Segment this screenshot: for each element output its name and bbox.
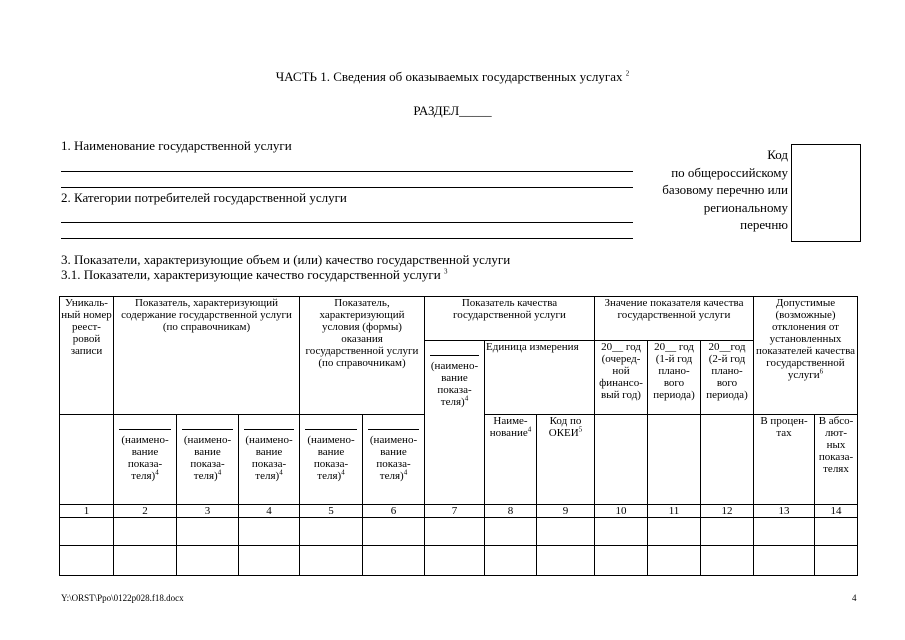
header-unit-code (537, 415, 595, 505)
table-cell[interactable] (595, 518, 648, 546)
header-deviation-note: 6 (819, 367, 824, 376)
header-sub-name-4-note: 4 (279, 468, 283, 477)
col-number: 11 (648, 505, 701, 518)
code-label-line: Код (767, 147, 788, 162)
header-quality-name (425, 341, 485, 505)
page-number: 4 (852, 593, 857, 603)
header-unit-name-text: Наиме-нование (489, 415, 528, 439)
header-sub-name-6-note: 4 (403, 468, 408, 477)
header-year-current: 20__ год (очеред-ной финансо-вый год) (595, 341, 648, 415)
part-title-text: ЧАСТЬ 1. Сведения об оказываемых государственных услугах (275, 69, 623, 84)
quality-indicators-heading-note: 3 (443, 267, 448, 276)
code-label (630, 146, 788, 234)
sub-blank-line (182, 429, 233, 430)
col-number: 14 (815, 505, 858, 518)
header-deviation (754, 297, 858, 415)
col-number: 13 (754, 505, 815, 518)
header-sub-name-5-note: 4 (341, 468, 345, 477)
header-deviation-absolute: В абсо-лют-ных показа-телях (815, 415, 858, 505)
col-number: 9 (537, 505, 595, 518)
table-cell[interactable] (485, 546, 537, 576)
code-label-line: перечню (740, 217, 788, 232)
service-name-line-1 (61, 171, 633, 172)
col-number: 7 (425, 505, 485, 518)
quality-indicators-heading-text: 3.1. Показатели, характеризующие качество государственной услуги (61, 267, 441, 282)
part-title (0, 69, 905, 85)
code-label-line: базовому перечню или (662, 182, 788, 197)
table-cell[interactable] (60, 546, 114, 576)
header-unit-code-note: 5 (578, 425, 583, 434)
table-cell[interactable] (815, 518, 858, 546)
header-year-plan-1: 20__ год (1-й год плано-вого периода) (648, 341, 701, 415)
header-sub-name-4 (239, 415, 300, 505)
table-cell[interactable] (425, 518, 485, 546)
table-cell[interactable] (239, 546, 300, 576)
table-cell[interactable] (425, 546, 485, 576)
header-sub-name-6 (363, 415, 425, 505)
header-sub-name-2 (114, 415, 177, 505)
header-quality-name-text: (наимено-вание показа-теля) (430, 360, 479, 408)
header-conditions-indicator: Показатель, характеризующий условия (формы) оказания государственной услуги (по справочникам) (300, 297, 425, 415)
quality-indicators-table (59, 296, 858, 576)
header-content-spacer (114, 341, 300, 415)
header-sub-name-2-note: 4 (155, 468, 159, 477)
table-cell[interactable] (537, 546, 595, 576)
quality-indicators-heading (61, 267, 447, 282)
footer-file-path: Y:\ORST\Ppo\0122p028.f18.docx (61, 593, 184, 603)
col-number: 5 (300, 505, 363, 518)
table-cell[interactable] (177, 518, 239, 546)
col-number: 3 (177, 505, 239, 518)
header-sub-name-3 (177, 415, 239, 505)
header-unique-spacer (60, 415, 114, 505)
col-number: 12 (701, 505, 754, 518)
table-cell[interactable] (363, 518, 425, 546)
table-cell[interactable] (701, 546, 754, 576)
table-cell[interactable] (595, 546, 648, 576)
sub-blank-line (305, 429, 357, 430)
header-sub-name-3-text: (наимено-вание показа-теля) (183, 434, 232, 482)
header-unit-name-note: 4 (527, 425, 532, 434)
header-deviation-text: Допустимые (возможные) отклонения от установленных показателей качества государственной услуги (755, 297, 856, 381)
table-cell[interactable] (648, 518, 701, 546)
sub-blank-line (368, 429, 419, 430)
indicators-heading: 3. Показатели, характеризующие объем и (или) качество государственной услуги (61, 252, 511, 267)
name-blank-line (430, 355, 479, 356)
header-quality-name-note: 4 (464, 394, 469, 403)
table-cell[interactable] (754, 518, 815, 546)
header-content-indicator: Показатель, характеризующий содержание государственной услуги (по справочникам) (114, 297, 300, 341)
table-cell[interactable] (648, 546, 701, 576)
header-sub-name-4-text: (наимено-вание показа-теля) (245, 434, 293, 482)
header-sub-name-2-text: (наимено-вание показа-теля) (121, 434, 169, 482)
table-cell[interactable] (114, 546, 177, 576)
col-number: 10 (595, 505, 648, 518)
header-unique-number: Уникаль-ный номер реест-ровой записи (60, 297, 114, 415)
header-unit-name (485, 415, 537, 505)
table-cell[interactable] (485, 518, 537, 546)
header-sub-name-3-note: 4 (217, 468, 222, 477)
col-number: 2 (114, 505, 177, 518)
table-cell[interactable] (177, 546, 239, 576)
consumer-category-label: 2. Категории потребителей государственной услуги (61, 190, 347, 205)
col-number: 6 (363, 505, 425, 518)
header-year-plan-2: 20__год (2-й год плано-вого периода) (701, 341, 754, 415)
table-cell[interactable] (300, 546, 363, 576)
header-year-spacer-1 (595, 415, 648, 505)
header-sub-name-5 (300, 415, 363, 505)
table-cell[interactable] (114, 518, 177, 546)
header-quality-indicator: Показатель качества государственной услуги (425, 297, 595, 341)
consumer-category-line-1 (61, 222, 633, 223)
service-name-label: 1. Наименование государственной услуги (61, 138, 292, 153)
header-year-spacer-2 (648, 415, 701, 505)
header-sub-name-5-text: (наимено-вание показа-теля) (307, 434, 355, 482)
table-cell[interactable] (701, 518, 754, 546)
table-cell[interactable] (60, 518, 114, 546)
table-cell[interactable] (239, 518, 300, 546)
header-unit-code-text: Код по ОКЕИ (548, 415, 582, 439)
table-cell[interactable] (537, 518, 595, 546)
service-name-line-2 (61, 187, 633, 188)
section-title: РАЗДЕЛ_____ (413, 103, 492, 118)
header-deviation-percent: В процен-тах (754, 415, 815, 505)
table-cell[interactable] (363, 546, 425, 576)
header-sub-name-6-text: (наимено-вание показа-теля) (369, 434, 418, 482)
code-label-line: региональному (703, 199, 788, 215)
header-unit: Единица измерения (485, 341, 595, 415)
table-cell[interactable] (300, 518, 363, 546)
sub-blank-line (244, 429, 294, 430)
consumer-category-line-2 (61, 238, 633, 239)
col-number: 1 (60, 505, 114, 518)
part-title-note: 2 (625, 69, 630, 78)
col-number: 4 (239, 505, 300, 518)
header-year-spacer-3 (701, 415, 754, 505)
table-cell[interactable] (815, 546, 858, 576)
header-quality-value: Значение показателя качества государственной услуги (595, 297, 754, 341)
col-number: 8 (485, 505, 537, 518)
table-cell[interactable] (754, 546, 815, 576)
sub-blank-line (119, 429, 171, 430)
code-label-line: по общероссийскому (671, 164, 788, 180)
code-box[interactable] (791, 144, 861, 242)
